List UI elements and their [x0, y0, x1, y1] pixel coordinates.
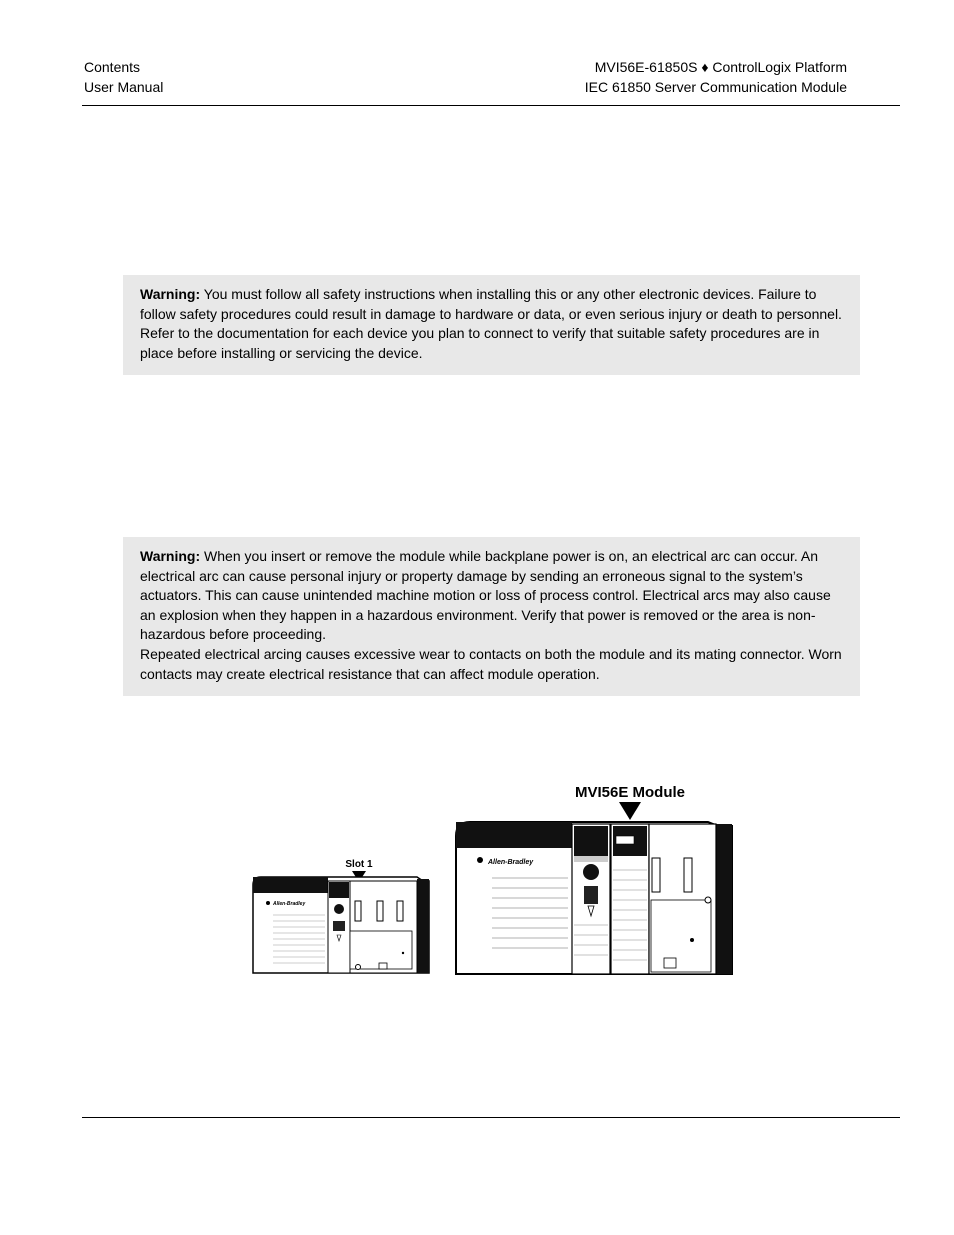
footer-rule: [82, 1117, 900, 1118]
header-section: Contents: [84, 59, 141, 75]
header-left: [84, 57, 163, 97]
brand-logo: Allen-Bradley: [273, 901, 306, 907]
warning-label: Warning:: [140, 548, 201, 564]
slot-1-label: Slot 1: [345, 859, 373, 870]
chassis-large-figure: [450, 780, 740, 980]
arrow-down-icon: [619, 802, 641, 820]
warning-paragraph-2: Repeated electrical arcing causes excessive wear to contacts on both the module and its mating connector. Worn contacts may create electrical resistance that can affect module operation.: [140, 645, 842, 682]
header-rule: [82, 105, 900, 106]
warning-text: When you insert or remove the module while backplane power is on, an electrical arc can occur. An electrical arc can cause personal injury or property damage by sending an erroneous signal to the system’s actuators. This can cause unintended machine motion or loss of process control. Electrical arcs may also cause an explosion when they happen in a hazardous environment. Verify that power is removed or the area is non-hazardous before proceeding.: [140, 548, 831, 643]
warning-paragraph: [140, 547, 842, 645]
mvi56e-module-label: MVI56E Module: [574, 784, 686, 801]
warning-paragraph: [140, 285, 842, 363]
warning-text: You must follow all safety instructions when installing this or any other electronic devices. Failure to follow safety procedures could result in damage to hardware or data, or even serious injury or death to personnel. Refer to the documentation for each device you plan to connect to verify that suitable safety procedures are in place before installing or servicing the device.: [140, 286, 842, 361]
warning-box-safety: [123, 275, 860, 375]
header-product-desc: IEC 61850 Server Communication Module: [584, 79, 847, 95]
header-right: [585, 57, 847, 97]
chassis-small-figure: [245, 855, 435, 980]
warning-box-arc: [123, 537, 860, 696]
warning-label: Warning:: [140, 286, 201, 302]
brand-logo: Allen-Bradley: [488, 859, 534, 866]
header-product: MVI56E-61850S ♦ ControlLogix Platform: [594, 59, 847, 75]
header-doc-type: User Manual: [84, 79, 164, 95]
